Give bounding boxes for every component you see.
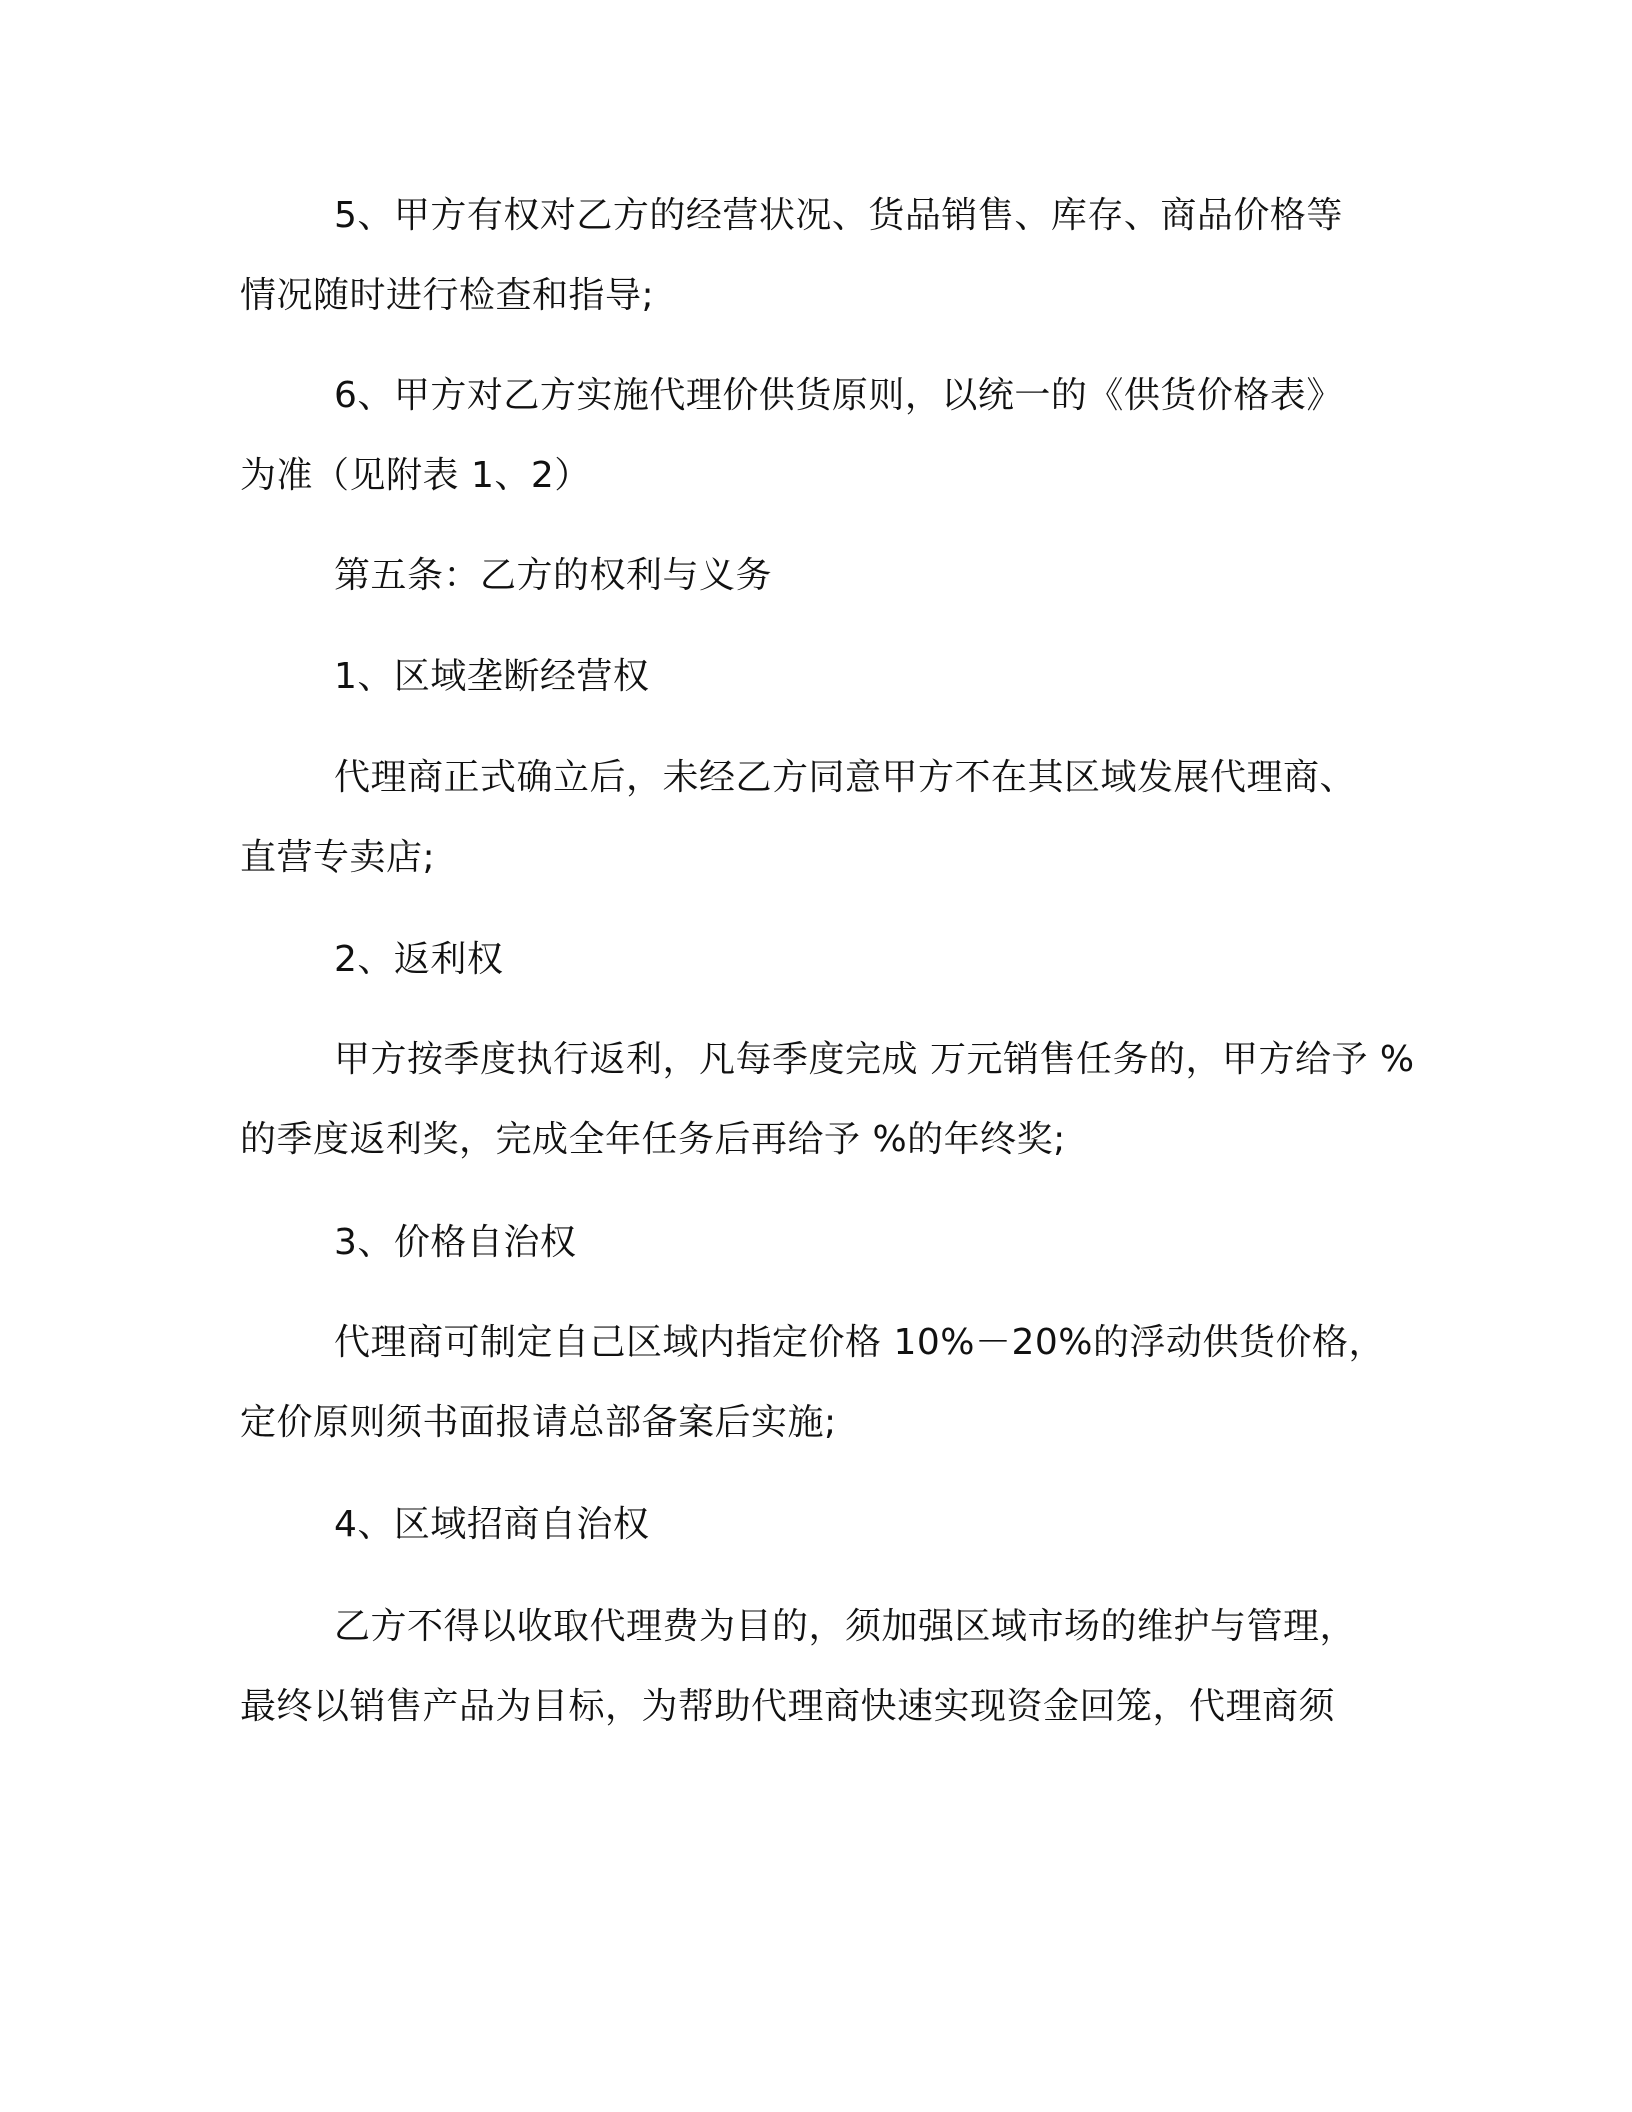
text-line: 1、区域垄断经营权	[334, 656, 650, 697]
text-line: 甲方按季度执行返利，凡每季度完成 万元销售任务的，甲方给予 %	[334, 1039, 1415, 1080]
article-heading	[240, 536, 1440, 616]
text-line: 最终以销售产品为目标，为帮助代理商快速实现资金回笼，代理商须	[240, 1686, 1336, 1727]
text-line: 5、甲方有权对乙方的经营状况、货品销售、库存、商品价格等	[334, 195, 1343, 236]
item-text-4	[240, 1587, 1440, 1747]
item-heading-2	[240, 920, 1440, 1000]
item-text-2	[240, 1020, 1440, 1180]
text-line: 乙方不得以收取代理费为目的，须加强区域市场的维护与管理，	[334, 1606, 1357, 1647]
text-line: 4、区域招商自治权	[334, 1504, 650, 1545]
text-line: 情况随时进行检查和指导;	[240, 275, 655, 316]
text-line: 3、价格自治权	[334, 1222, 577, 1263]
text-line: 6、甲方对乙方实施代理价供货原则，以统一的《供货价格表》	[334, 375, 1343, 416]
item-heading-4	[240, 1485, 1440, 1565]
text-line: 2、返利权	[334, 939, 504, 980]
text-line: 的季度返利奖，完成全年任务后再给予 %的年终奖;	[240, 1119, 1066, 1160]
text-line: 为准（见附表 1、2）	[240, 455, 591, 496]
text-line: 第五条：乙方的权利与义务	[334, 555, 773, 596]
text-line: 代理商可制定自己区域内指定价格 10%－20%的浮动供货价格，	[334, 1322, 1385, 1363]
text-line: 定价原则须书面报请总部备案后实施;	[240, 1402, 837, 1443]
item-heading-1	[240, 637, 1440, 717]
item-text-1	[240, 738, 1440, 898]
text-line: 代理商正式确立后，未经乙方同意甲方不在其区域发展代理商、	[334, 757, 1357, 798]
text-line: 直营专卖店;	[240, 837, 436, 878]
paragraph-clause-5	[240, 176, 1440, 336]
paragraph-clause-6	[240, 356, 1440, 516]
item-heading-3	[240, 1203, 1440, 1283]
item-text-3	[240, 1303, 1440, 1463]
